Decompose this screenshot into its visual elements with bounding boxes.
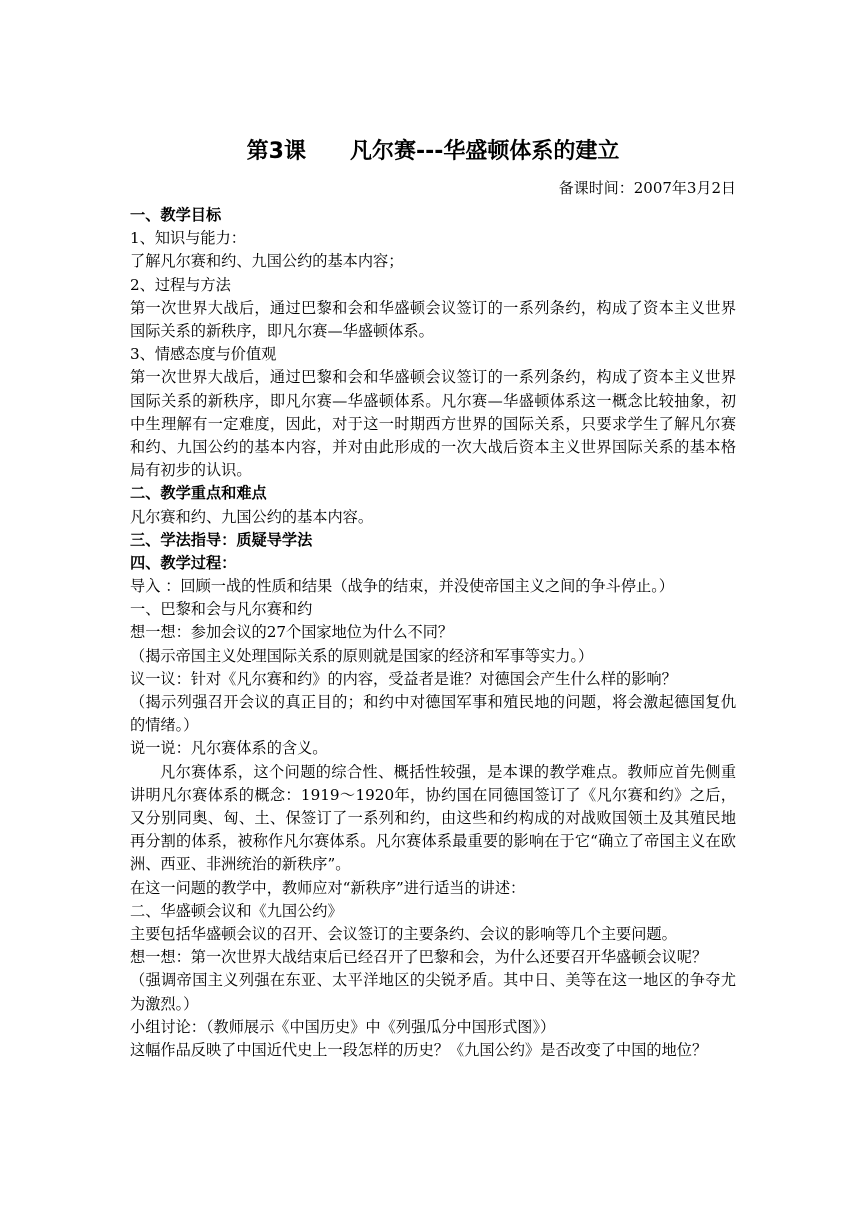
- section-heading-keypoints: 二、教学重点和难点: [130, 484, 267, 503]
- part1-question-1: 想一想：参加会议的27个国家地位为什么不同？: [130, 623, 454, 642]
- part2-question-1: 想一想：第一次世界大战结束后已经召开了巴黎和会，为什么还要召开华盛顿会议呢？: [130, 948, 708, 967]
- values-text: 第一次世界大战后，通过巴黎和会和华盛顿会议签订的一系列条约，构成了资本主义世界国际关系的新秩序，即凡尔赛—华盛顿体系。凡尔赛—华盛顿体系这一概念比较抽象，初中生理解有一定难度，因此，对于这一时期西方世界的国际关系，只要求学生了解凡尔赛和约、九国公约的基本内容，并对由此形成的一次大战后资本主义世界国际关系的基本格局有初步的认识。: [130, 368, 736, 480]
- lesson-title: 第3课 凡尔赛---华盛顿体系的建立: [246, 139, 620, 164]
- intro-text: 导入 ：回顾一战的性质和结果（战争的结束，并没使帝国主义之间的争斗停止。）: [130, 577, 674, 596]
- section-heading-method: 三、学法指导：质疑导学法: [130, 530, 313, 549]
- part1-tail: 在这一问题的教学中，教师应对“新秩序”进行适当的讲述：: [130, 878, 526, 897]
- part2-text: 主要包括华盛顿会议的召开、会议签订的主要条约、会议的影响等几个主要问题。: [130, 925, 677, 944]
- keypoints-text: 凡尔赛和约、九国公约的基本内容。: [130, 507, 373, 526]
- part1-answer-1: （揭示帝国主义处理国际关系的原则就是国家的经济和军事等实力。）: [130, 646, 594, 665]
- section-heading-process: 四、教学过程：: [130, 553, 237, 572]
- prep-date: 备课时间：2007年3月2日: [558, 179, 736, 197]
- process-text: 第一次世界大战后，通过巴黎和会和华盛顿会议签订的一系列条约，构成了资本主义世界国际关系的新秩序，即凡尔赛—华盛顿体系。: [130, 298, 736, 340]
- part2-question-2: 这幅作品反映了中国近代史上一段怎样的历史？《九国公约》是否改变了中国的地位？: [130, 1041, 708, 1060]
- part1-question-2: 议一议：针对《凡尔赛和约》的内容，受益者是谁？对德国会产生什么样的影响？: [130, 669, 677, 688]
- knowledge-text: 了解凡尔赛和约、九国公约的基本内容；: [130, 252, 404, 271]
- subheading-values: 3、情感态度与价值观: [130, 345, 277, 364]
- subheading-process: 2、过程与方法: [130, 275, 231, 294]
- part1-body: 凡尔赛体系，这个问题的综合性、概括性较强，是本课的教学难点。教师应首先侧重讲明凡尔赛体系的概念：1919～1920年，协约国在同德国签订了《凡尔赛和约》之后，又分别同奥、匈、土、保签订了一系列和约，由这些和约构成的对战败国领土及其殖民地再分割的体系，被称作凡尔赛体系。凡尔赛体系最重要的影响在于它“确立了帝国主义在欧洲、西亚、非洲统治的新秩序”。: [130, 762, 736, 874]
- part2-answer-1: （强调帝国主义列强在东亚、太平洋地区的尖锐矛盾。其中日、美等在这一地区的争夺尤为激烈。）: [130, 971, 736, 1013]
- part2-heading: 二、华盛顿会议和《九国公约》: [130, 901, 343, 920]
- section-heading-objectives: 一、教学目标: [130, 206, 222, 224]
- subheading-knowledge: 1、知识与能力：: [130, 229, 246, 248]
- part1-answer-2: （揭示列强召开会议的真正目的；和约中对德国军事和殖民地的问题，将会激起德国复仇的情绪。）: [130, 693, 736, 735]
- part1-heading: 一、巴黎和会与凡尔赛和约: [130, 600, 313, 619]
- part2-group-discussion: 小组讨论：（教师展示《中国历史》中《列强瓜分中国形式图》）: [130, 1017, 556, 1036]
- document-page: [130, 132, 736, 1062]
- part1-question-3: 说一说：凡尔赛体系的含义。: [130, 739, 328, 758]
